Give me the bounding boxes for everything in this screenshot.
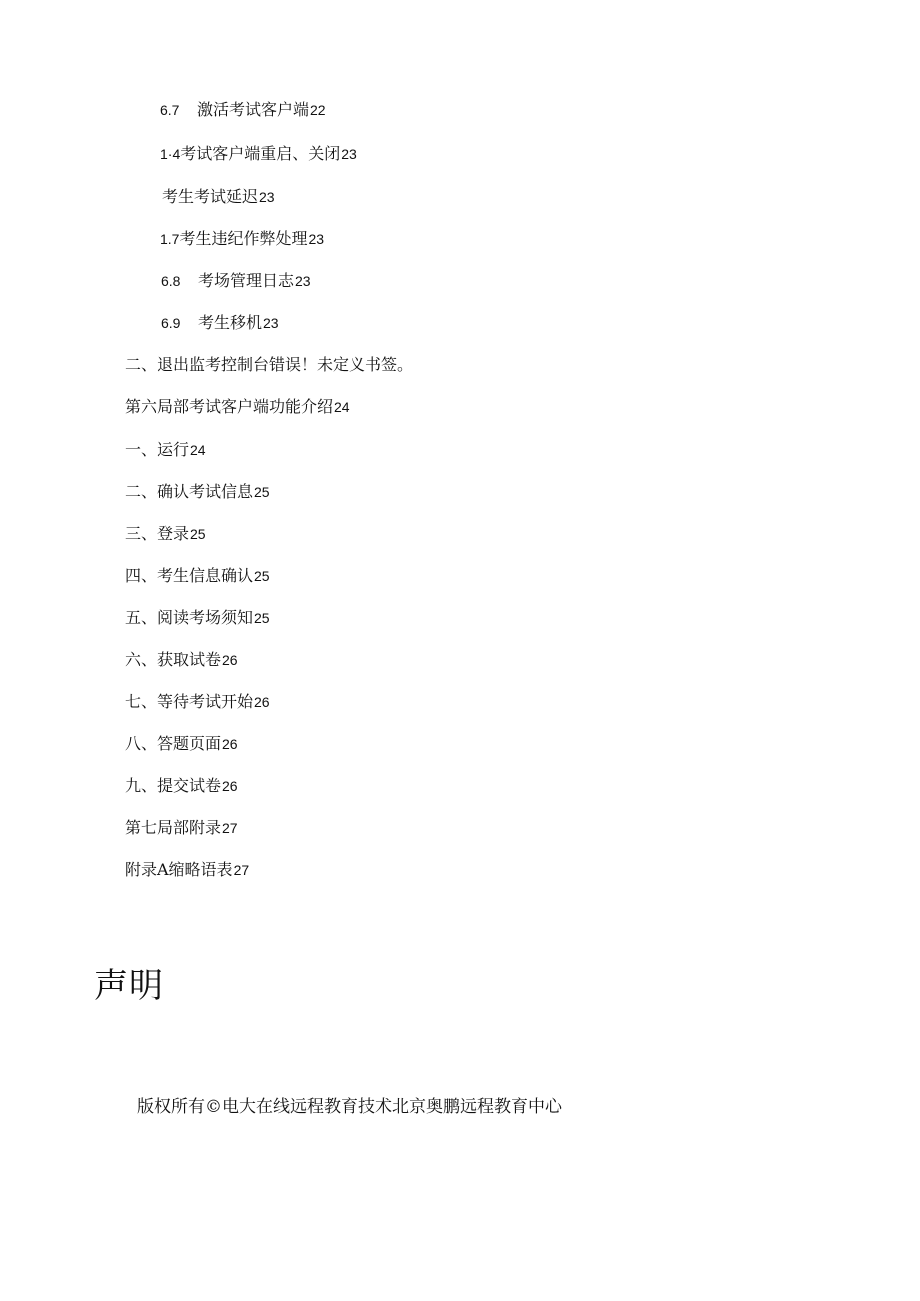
toc-entry-page: 26	[254, 694, 270, 710]
toc-entry-submit-paper[interactable]	[125, 776, 238, 796]
toc-entry-part-seven[interactable]	[125, 818, 238, 838]
toc-entry-part-six[interactable]	[125, 397, 350, 417]
toc-entry-page: 27	[233, 862, 250, 878]
toc-entry-title: 考生违纪作弊处理	[179, 229, 308, 248]
toc-entry-page: 23	[308, 231, 325, 247]
toc-entry-page: 26	[222, 652, 238, 668]
toc-entry-page: 25	[254, 568, 270, 584]
toc-entry-answer-page[interactable]	[125, 734, 238, 754]
toc-entry-page: 23	[295, 273, 311, 289]
toc-entry-title: 九、提交试卷	[125, 776, 222, 795]
toc-entry-title: 二、退出监考控制台错误！未定义书签。	[125, 355, 414, 374]
toc-entry-number: 6.8	[161, 273, 181, 289]
toc-entry-title: 附录A缩略语表	[125, 860, 233, 879]
toc-entry-title: 第六局部考试客户端功能介绍	[125, 397, 334, 416]
toc-entry-number: 6.7	[160, 102, 180, 118]
toc-entry-1-7[interactable]	[160, 229, 324, 249]
toc-entry-6-8[interactable]	[161, 271, 311, 291]
toc-entry-title: 考生移机	[198, 313, 263, 332]
toc-entry-page: 25	[254, 610, 270, 626]
toc-entry-exit-console[interactable]	[125, 355, 413, 375]
toc-entry-page: 22	[310, 102, 326, 118]
toc-entry-number: 6.9	[161, 315, 181, 331]
toc-entry-page: 26	[222, 736, 238, 752]
toc-entry-page: 26	[222, 778, 238, 794]
toc-entry-title: 考场管理日志	[198, 271, 295, 290]
toc-entry-read-exam-rules[interactable]	[125, 608, 270, 628]
copyright-notice: 版权所有©电大在线远程教育技术北京奥鹏远程教育中心	[137, 1097, 562, 1117]
toc-entry-title: 四、考生信息确认	[125, 566, 254, 585]
toc-entry-get-paper[interactable]	[125, 650, 238, 670]
statement-heading: 声明	[94, 966, 164, 1006]
toc-entry-title: 七、等待考试开始	[125, 692, 254, 711]
toc-entry-title: 第七局部附录	[125, 818, 222, 837]
toc-entry-run[interactable]	[125, 440, 206, 460]
toc-entry-title: 一、运行	[125, 440, 190, 459]
toc-entry-title: 八、答题页面	[125, 734, 222, 753]
toc-entry-6-7[interactable]	[160, 100, 326, 120]
toc-entry-title: 考生考试延迟	[162, 187, 259, 206]
toc-entry-wait-exam-start[interactable]	[125, 692, 270, 712]
toc-entry-title: 二、确认考试信息	[125, 482, 254, 501]
toc-entry-appendix-a[interactable]	[125, 860, 249, 880]
toc-entry-page: 24	[190, 442, 206, 458]
toc-entry-6-9[interactable]	[161, 313, 279, 333]
toc-entry-page: 23	[259, 189, 275, 205]
toc-entry-number: 1.7	[160, 231, 180, 247]
toc-entry-title: 激活考试客户端	[197, 100, 310, 119]
toc-entry-page: 23	[263, 315, 279, 331]
toc-entry-exam-delay[interactable]	[162, 187, 275, 207]
toc-entry-confirm-exam-info[interactable]	[125, 482, 270, 502]
toc-entry-title: 五、阅读考场须知	[125, 608, 254, 627]
toc-entry-page: 24	[334, 399, 350, 415]
toc-entry-title: 六、获取试卷	[125, 650, 222, 669]
toc-entry-number: 1·4	[160, 146, 181, 162]
toc-entry-confirm-candidate-info[interactable]	[125, 566, 270, 586]
toc-entry-page: 27	[222, 820, 238, 836]
toc-entry-title: 三、登录	[125, 524, 190, 543]
toc-entry-1-4[interactable]	[160, 144, 357, 164]
toc-entry-page: 23	[341, 146, 357, 162]
toc-entry-title: 考试客户端重启、关闭	[180, 144, 341, 163]
toc-entry-page: 25	[190, 526, 206, 542]
toc-entry-login[interactable]	[125, 524, 206, 544]
toc-entry-page: 25	[254, 484, 270, 500]
